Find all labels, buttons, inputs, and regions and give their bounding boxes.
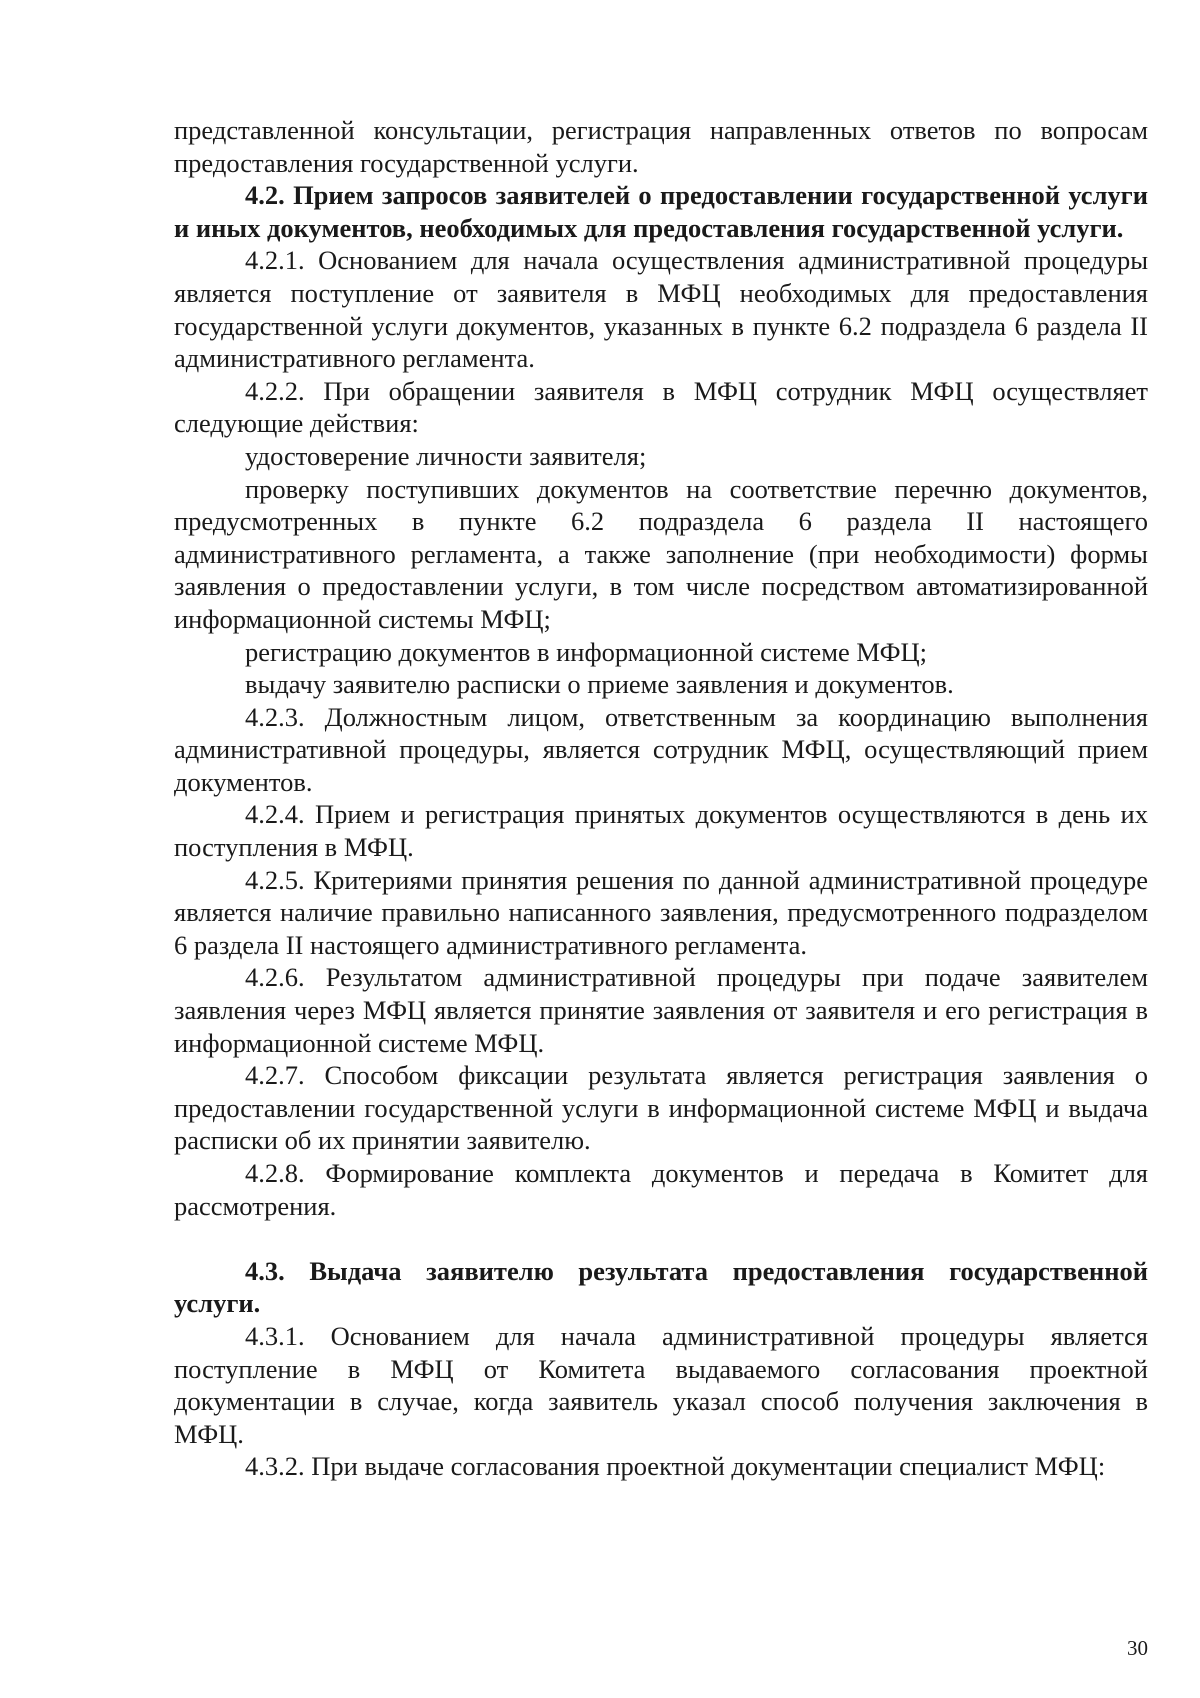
paragraph-4-3-1: 4.3.1. Основанием для начала административной процедуры является поступление в МФЦ от Комитета выдаваемого согласования проектной документации в случае, когда заявитель указал способ получения заключения в МФЦ. — [174, 1320, 1148, 1449]
paragraph-4-2-3: 4.2.3. Должностным лицом, ответственным за координацию выполнения административной процедуры, является сотрудник МФЦ, осуществляющий прием документов. — [174, 701, 1148, 797]
list-item-identity: удостоверение личности заявителя; — [245, 440, 647, 471]
paragraph-4-2-8: 4.2.8. Формирование комплекта документов и передача в Комитет для рассмотрения. — [174, 1158, 1148, 1221]
document-body — [174, 114, 1148, 1483]
list-item-document-check: проверку поступивших документов на соответствие перечню документов, предусмотренных в пункте 6.2 подраздела 6 раздела II настоящего административного регламента, а также заполнение (при необходимости) формы заявления о предоставлении услуги, в том числе посредством автоматизированной информационной системы МФЦ; — [174, 473, 1148, 634]
paragraph-4-2-2: 4.2.2. При обращении заявителя в МФЦ сотрудник МФЦ осуществляет следующие действия: — [174, 375, 1148, 439]
paragraph-4-3-2: 4.3.2. При выдаче согласования проектной документации специалист МФЦ: — [245, 1451, 1106, 1482]
paragraph-4-2-1: 4.2.1. Основанием для начала осуществления административной процедуры является поступление от заявителя в МФЦ необходимых для предоставления государственной услуги документов, указанных в пункте 6.2 подраздела 6 раздела II административного регламента. — [174, 245, 1148, 374]
section-spacer — [174, 1222, 1148, 1255]
paragraph-4-2-5: 4.2.5. Критериями принятия решения по данной административной процедуре является наличие правильно написанного заявления, предусмотренного подразделом 6 раздела II настоящего административного регламента. — [174, 864, 1148, 960]
section-heading-4-2: 4.2. Прием запросов заявителей о предоставлении государственной услуги и иных документов, необходимых для предоставления государственной услуги. — [174, 180, 1148, 243]
list-item-receipt: выдачу заявителю расписки о приеме заявления и документов. — [245, 669, 954, 700]
paragraph-4-2-7: 4.2.7. Способом фиксации результата является регистрация заявления о предоставлении государственной услуги в информационной системе МФЦ и выдача расписки об их принятии заявителю. — [174, 1060, 1148, 1156]
section-heading-4-3: 4.3. Выдача заявителю результата предоставления государственной услуги. — [174, 1255, 1148, 1319]
list-item-registration: регистрацию документов в информационной системе МФЦ; — [245, 636, 927, 667]
page-number: 30 — [1127, 1636, 1148, 1660]
paragraph-4-2-4: 4.2.4. Прием и регистрация принятых документов осуществляются в день их поступления в МФЦ. — [174, 799, 1148, 863]
paragraph-continuation: представленной консультации, регистрация направленных ответов по вопросам предоставления государственной услуги. — [174, 115, 1148, 178]
paragraph-4-2-6: 4.2.6. Результатом административной процедуры при подаче заявителем заявления через МФЦ является принятие заявления от заявителя и его регистрация в информационной системе МФЦ. — [174, 962, 1148, 1058]
